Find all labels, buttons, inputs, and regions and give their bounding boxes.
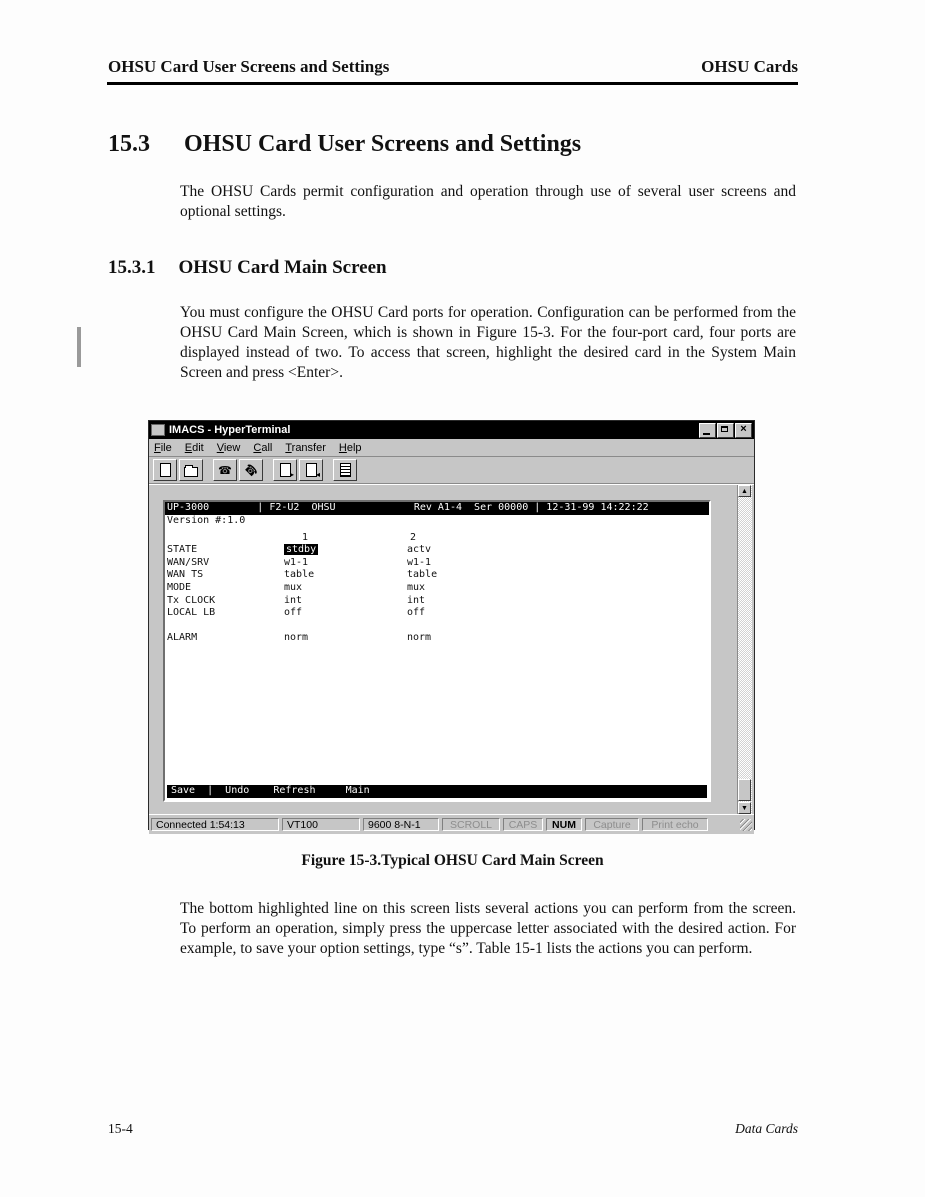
port1-column-header: 1	[302, 531, 309, 543]
minimize-button[interactable]	[699, 423, 716, 438]
revision-change-bar	[77, 327, 81, 367]
terminal-client-area	[149, 484, 754, 814]
terminal-row-txclock: Tx CLOCK int int	[167, 594, 426, 606]
section-heading	[108, 131, 808, 158]
vertical-scrollbar[interactable]	[737, 485, 752, 814]
toolbar	[149, 457, 754, 484]
close-button[interactable]	[735, 423, 752, 438]
properties-icon	[340, 463, 351, 477]
running-header-left: OHSU Card User Screens and Settings	[108, 57, 390, 76]
scrollbar-thumb[interactable]	[738, 779, 751, 801]
terminal-row-mode: MODE mux mux	[167, 581, 426, 593]
menu-file[interactable]: File	[154, 441, 172, 454]
scroll-up-icon[interactable]: ▲	[738, 485, 751, 497]
section-intro-paragraph: The OHSU Cards permit configuration and operation through use of several user screens and optional settings.	[180, 183, 796, 220]
terminal-row-alarm: ALARM norm norm	[167, 632, 432, 644]
menu-bar	[149, 439, 754, 457]
window-title: IMACS - HyperTerminal	[169, 424, 291, 436]
terminal-row-localib: LOCAL LB off off	[167, 607, 426, 619]
call-button[interactable]	[213, 459, 237, 481]
disconnect-button[interactable]	[239, 459, 263, 481]
figure-caption: Figure 15-3.Typical OHSU Card Main Screen	[301, 852, 604, 869]
menu-help[interactable]: Help	[338, 441, 362, 454]
scroll-down-icon[interactable]: ▼	[738, 802, 751, 814]
menu-view[interactable]: View	[216, 441, 241, 454]
status-print-echo: Print echo	[642, 818, 708, 831]
section-title: OHSU Card User Screens and Settings	[184, 131, 582, 157]
menu-transfer[interactable]: Transfer	[285, 441, 326, 454]
window-controls	[699, 423, 752, 438]
new-document-icon	[160, 463, 171, 477]
properties-button[interactable]	[333, 459, 357, 481]
status-num: NUM	[546, 818, 582, 831]
page-number: 15-4	[108, 1121, 133, 1136]
subsection-heading	[108, 257, 808, 279]
port-column-headers	[165, 532, 709, 545]
terminal-row-wants: WAN TS table table	[167, 569, 438, 581]
receive-arrow-icon: ◂	[315, 470, 320, 479]
footer-book-title: Data Cards	[735, 1121, 798, 1136]
new-button[interactable]	[153, 459, 177, 481]
terminal-screen	[163, 500, 711, 802]
header-rule	[107, 82, 798, 85]
status-emulation: VT100	[282, 818, 360, 831]
receive-file-icon	[306, 463, 317, 477]
status-caps: CAPS	[503, 818, 543, 831]
close-icon: ×	[740, 422, 747, 435]
send-button[interactable]	[273, 459, 297, 481]
status-baud: 9600 8-N-1	[363, 818, 439, 831]
terminal-status-header: UP-3000 | F2-U2 OHSU Rev A1-4 Ser 00000 | 12-31-99 14:22:22	[165, 502, 709, 515]
status-bar	[149, 814, 754, 834]
receive-button[interactable]	[299, 459, 323, 481]
maximize-icon	[721, 426, 728, 432]
terminal-row-state: STATE stdby actv	[167, 544, 432, 556]
open-button[interactable]	[179, 459, 203, 481]
highlighted-field: stdby	[286, 544, 317, 556]
menu-edit[interactable]: Edit	[184, 441, 204, 454]
titlebar	[149, 421, 754, 439]
minimize-icon	[703, 433, 710, 435]
running-header-right: OHSU Cards	[701, 57, 798, 76]
hyperterminal-icon	[151, 424, 165, 436]
terminal-blank-line	[165, 620, 709, 633]
maximize-button[interactable]	[717, 423, 734, 438]
menu-call[interactable]: Call	[253, 441, 273, 454]
hangup-phone-icon: ☎	[241, 460, 261, 480]
hyperterminal-window	[148, 420, 755, 830]
status-connected: Connected 1:54:13	[151, 818, 279, 831]
status-scroll: SCROLL	[442, 818, 500, 831]
status-capture: Capture	[585, 818, 639, 831]
section-number: 15.3	[108, 131, 150, 157]
resize-grip[interactable]	[740, 819, 752, 831]
port2-column-header: 2	[410, 531, 417, 543]
terminal-row-wansrv: WAN/SRV w1-1 w1-1	[167, 556, 432, 568]
call-phone-icon: ☎	[218, 463, 232, 477]
terminal-action-line: Save | Undo Refresh Main	[167, 785, 707, 798]
subsection-title: OHSU Card Main Screen	[178, 257, 387, 278]
open-folder-icon	[184, 467, 198, 477]
terminal-version-line: Version #:1.0	[167, 515, 246, 526]
send-arrow-icon: ▸	[289, 470, 294, 479]
closing-paragraph: The bottom highlighted line on this screen lists several actions you can perform from the screen. To perform an operation, simply press the uppercase letter associated with the desired action. For example, to save your option settings, type “s”. Table 15-1 lists the actions you can perform.	[180, 900, 796, 957]
send-file-icon	[280, 463, 291, 477]
subsection-body-paragraph: You must configure the OHSU Card ports for operation. Configuration can be performed from the OHSU Card Main Screen, which is shown in Figure 15-3. For the four-port card, four ports are displayed instead of two. To access that screen, highlight the desired card in the System Main Screen and press <Enter>.	[180, 304, 796, 381]
subsection-number: 15.3.1	[108, 257, 156, 278]
